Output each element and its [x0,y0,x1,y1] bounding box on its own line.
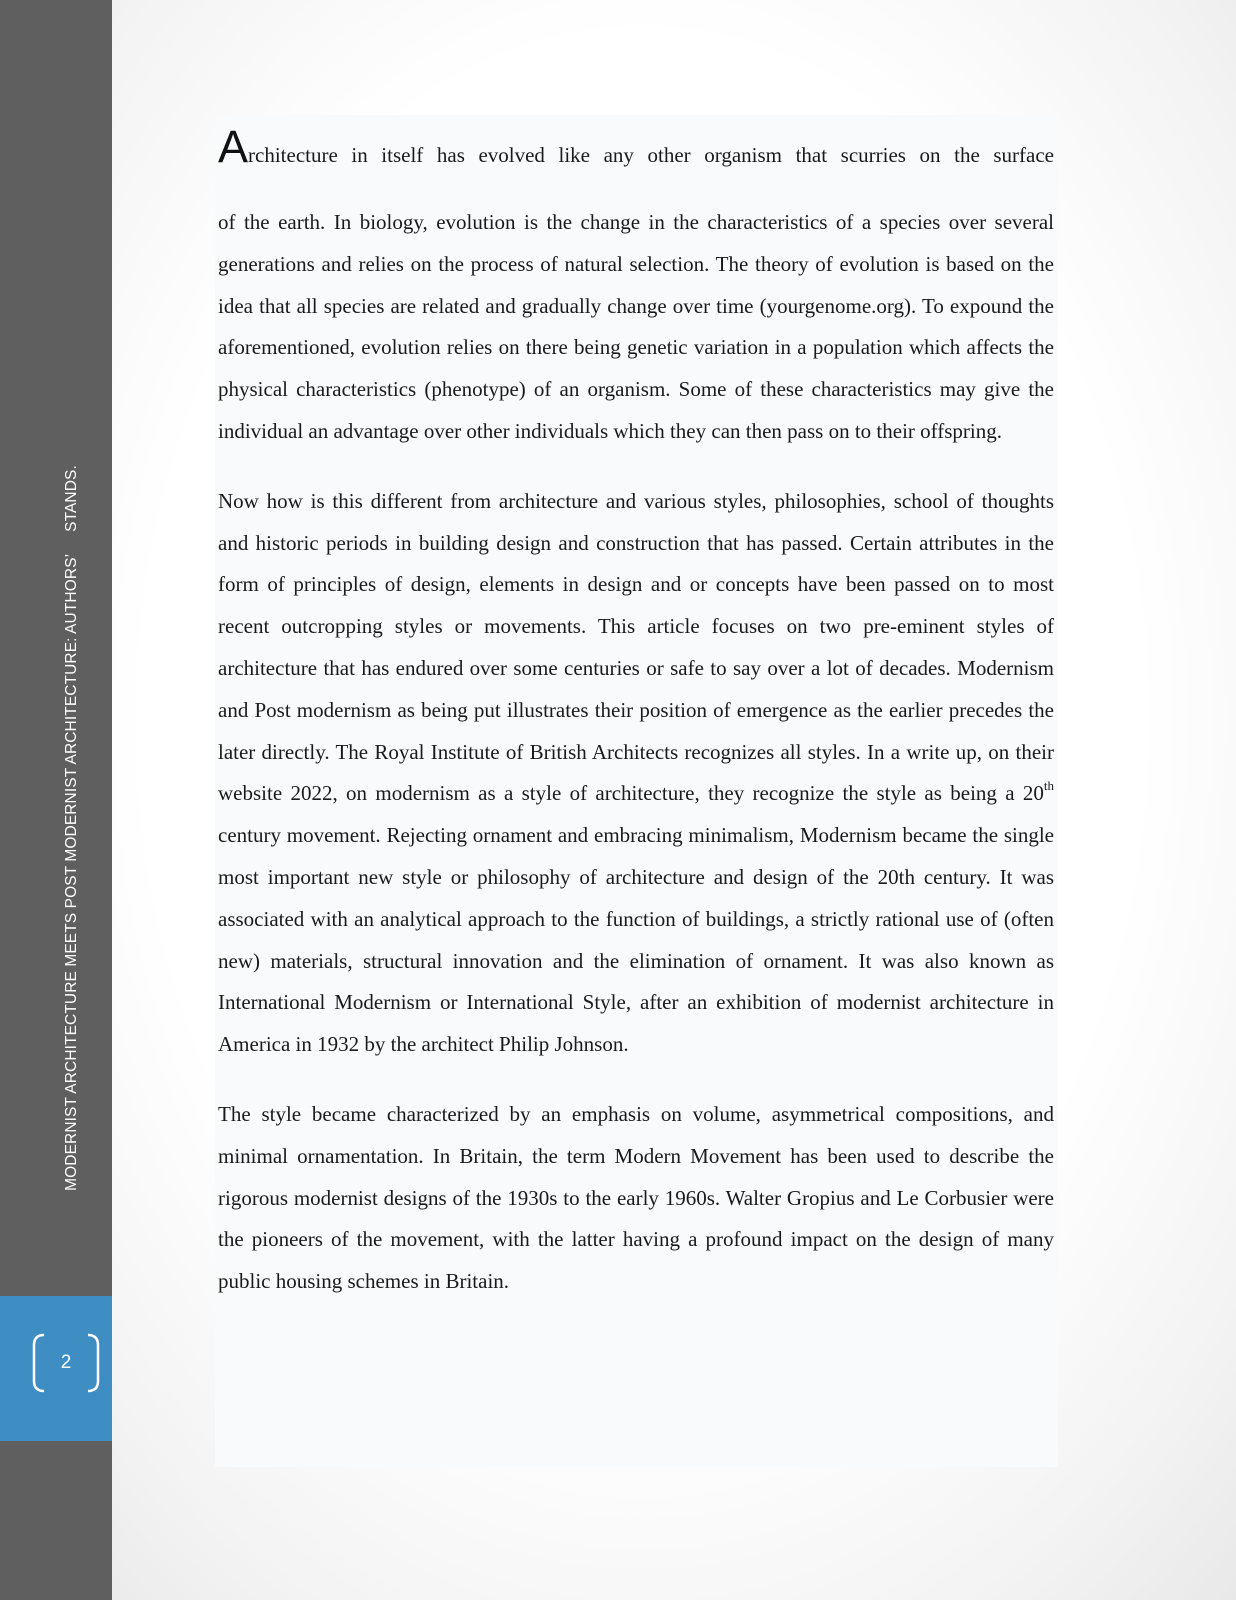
page-number: 2 [60,1352,72,1373]
paragraph-3: The style became characterized by an emphasis on volume, asymmetrical compositions, and minimal ornamentation. In Britain, the term Modern Movement has been used to describe the rigorous modernist designs of the 1930s to the early 1960s. Walter Gropius and Le Corbusier were the pioneers of the movement, with the latter having a profound impact on the design of many public housing schemes in Britain. [218,1101,1054,1294]
paragraph-2-text-a: Now how is this different from architecture and various styles, philosophies, school of thoughts and historic periods in building design and construction that has passed. Certain attributes in the form of principles of design, elements in design and or concepts have been passed on to most recent outcropping styles or movements. This article focuses on two pre-eminent styles of architecture that has endured over some centuries or safe to say over a lot of decades. Modernism and Post modernism as being put illustrates their position of emergence as the earlier precedes the later directly. The Royal Institute of British Architects recognizes all styles. In a write up, on their website 2022, on modernism as a style of architecture, they recognize the style as being a 20 [218,488,1054,806]
page-number-tab [0,1296,112,1441]
paragraph-2-text-b: century movement. Rejecting ornament and embracing minimalism, Modernism became the single most important new style or philosophy of architecture and design of the 20th century. It was associated with an analytical approach to the function of buildings, a strictly rational use of (often new) materials, structural innovation and the elimination of ornament. It was also known as International Modernism or International Style, after an exhibition of modernist architecture in America in 1932 by the architect Philip Johnson. [218,823,1054,1057]
running-title-part2: STANDS. [63,465,80,532]
paragraph-2 [218,481,1054,1066]
ordinal-superscript: th [1043,778,1054,794]
paragraph-1 [218,121,1054,453]
page-number-frame [30,1333,102,1393]
paragraph-1-first-line [218,121,1054,176]
first-line-text: rchitecture in itself has evolved like any other organism that scurries on the surface [248,143,1054,167]
paragraph-1-rest: of the earth. In biology, evolution is the change in the characteristics of a species over several generations and relies on the process of natural selection. The theory of evolution is based on the idea that all species are related and gradually change over time (yourgenome.org). To expound the aforementioned, evolution relies on there being genetic variation in a population which affects the physical characteristics (phenotype) of an organism. Some of these characteristics may give the individual an advantage over other individuals which they can then pass on to their offspring. [218,210,1054,443]
running-title-part1: MODERNIST ARCHITECTURE MEETS POST MODERNIST ARCHITECTURE: AUTHORS’ [63,553,80,1191]
article-body [218,121,1054,1303]
drop-cap: A [218,121,249,172]
running-title [63,465,81,1191]
sidebar [0,0,112,1600]
